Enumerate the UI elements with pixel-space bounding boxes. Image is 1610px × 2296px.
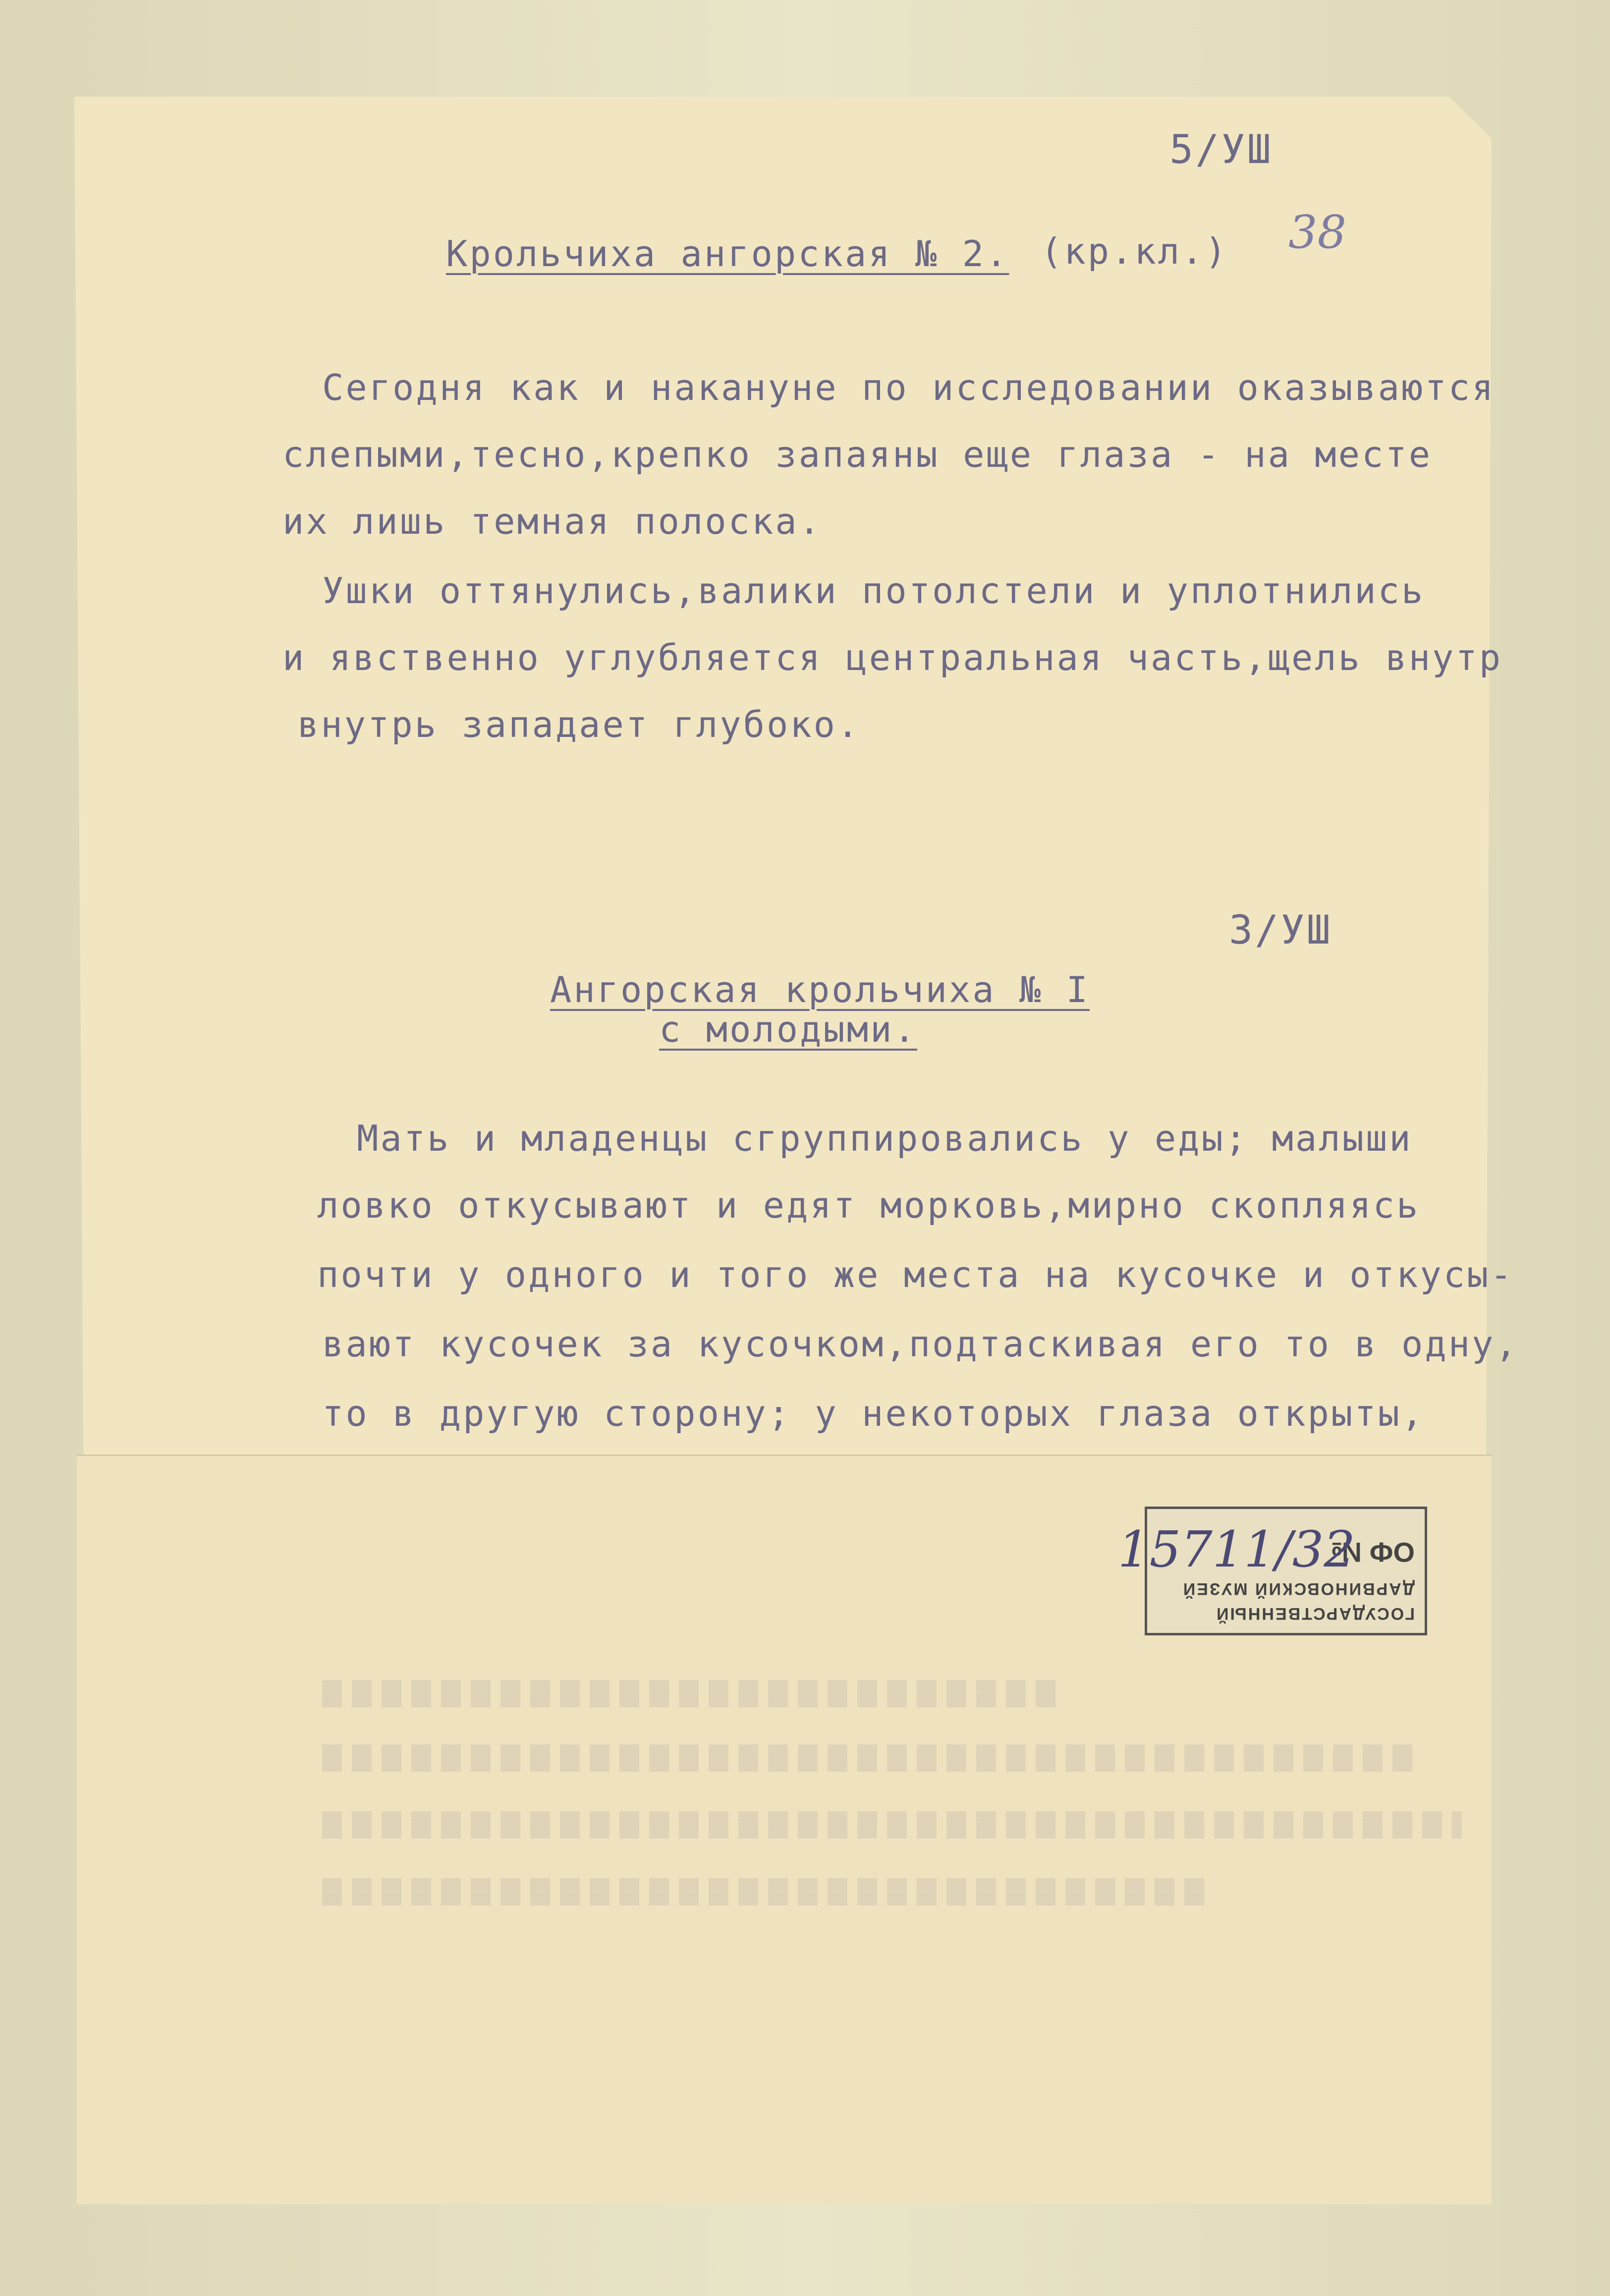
section2-heading: с молодыми.	[659, 1008, 917, 1050]
section1-line: внутрь западает глубоко.	[297, 704, 861, 745]
section1-heading: Крольчиха ангорская № 2.	[446, 233, 1009, 275]
stamp-inventory-number: 15711/32	[1117, 1520, 1355, 1578]
section2-line: ловко откусывают и едят морковь,мирно скопляясь	[317, 1184, 1420, 1226]
bleed-through-text	[322, 1811, 1462, 1839]
section1-line: и явственно углубляется центральная часть,щель внутр	[282, 637, 1503, 678]
section2-line: вают кусочек за кусочком,подтаскивая его то в одну,	[322, 1323, 1519, 1365]
museum-stamp	[1117, 1507, 1427, 1635]
section1-line: слепыми,тесно,крепко запаяны еще глаза - на месте	[282, 434, 1433, 475]
stamp-line: ОФ №	[1331, 1537, 1415, 1568]
section1-line: Сегодня как и накануне по исследовании оказываются	[322, 367, 1496, 408]
section1-line: Ушки оттянулись,валики потолстели и уплотнились	[322, 570, 1425, 612]
section2-heading: Ангорская крольчиха № I	[550, 969, 1090, 1010]
folio-number: 38	[1288, 206, 1347, 259]
stamp-line: ГОСУДАРСТВЕННЫЙ	[1215, 1604, 1415, 1623]
page-number: 5/УШ	[1169, 126, 1273, 172]
bleed-through-text	[322, 1744, 1412, 1772]
section2-line: Мать и младенцы сгруппировались у еды; малыши	[357, 1118, 1413, 1159]
section1-note: (кр.кл.)	[1041, 230, 1228, 272]
stamp-line: ДАРВИНОВСКИЙ МУЗЕЙ	[1181, 1579, 1415, 1598]
section1-line: их лишь темная полоска.	[282, 501, 822, 542]
bleed-through-text	[322, 1680, 1065, 1707]
section2-line: то в другую сторону; у некоторых глаза открыты,	[322, 1393, 1425, 1434]
bleed-through-text	[322, 1878, 1214, 1905]
section2-line: почти у одного и того же места на кусочке и откусы-	[317, 1254, 1514, 1295]
section2-date: 3/УШ	[1229, 907, 1332, 953]
